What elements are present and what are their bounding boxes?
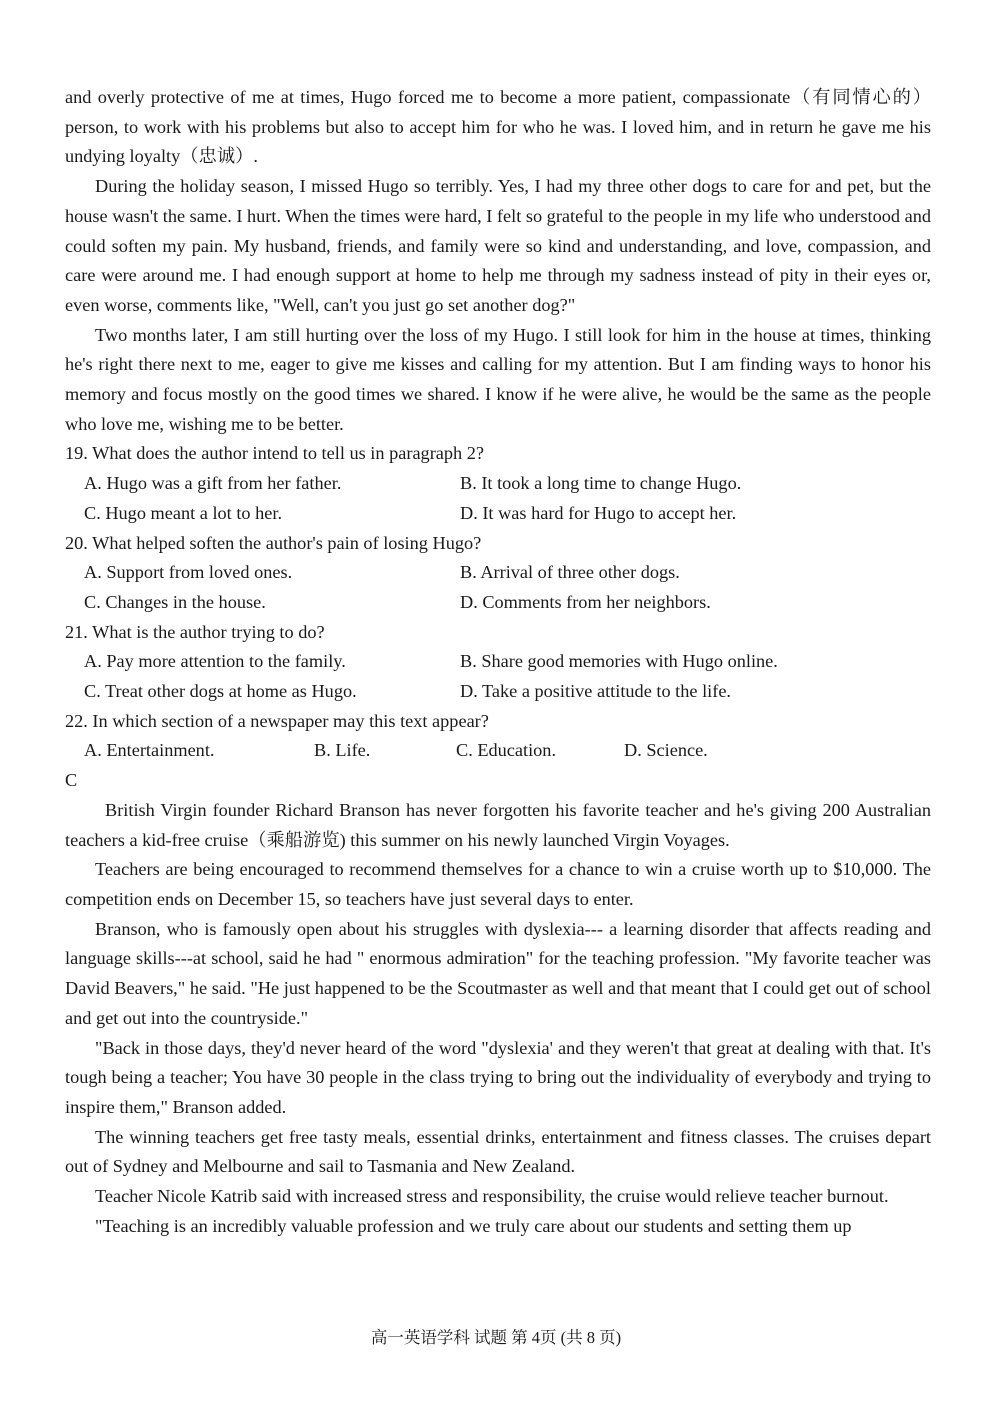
question-stem: 21. What is the author trying to do? xyxy=(65,621,325,642)
option-b: B. Share good memories with Hugo online. xyxy=(460,651,778,672)
paragraph-c-branson-intro: British Virgin founder Richard Branson has never forgotten his favorite teacher and he's giving 200 Australian teachers a kid-free cruise（乘船游览) this summer on his newly launched Virgin Voyages. xyxy=(65,799,931,850)
paragraph-b-two-months: Two months later, I am still hurting over the loss of my Hugo. I still look for him in the house at times, thinking he's right there next to me, eager to give me kisses and calling for my attention. But I am finding ways to honor his memory and focus mostly on the good times we shared. I know if he were alive, he would be the same as the people who love me, wishing me to be better. xyxy=(65,324,931,434)
option-b: B. It took a long time to change Hugo. xyxy=(460,473,742,494)
option-a: A. Hugo was a gift from her father. xyxy=(84,473,342,494)
paragraph-c-prizes: The winning teachers get free tasty meals, essential drinks, entertainment and fitness classes. The cruises depart out of Sydney and Melbourne and sail to Tasmania and New Zealand. xyxy=(65,1126,931,1177)
option-row xyxy=(65,736,931,766)
option-row xyxy=(65,558,931,588)
option-d: D. Comments from her neighbors. xyxy=(460,591,711,612)
question-19 xyxy=(65,439,931,528)
question-22 xyxy=(65,707,931,766)
option-row xyxy=(65,469,931,499)
option-d: D. Science. xyxy=(624,740,708,761)
option-c: C. Education. xyxy=(456,740,557,761)
paragraph-c-competition: Teachers are being encouraged to recommend themselves for a chance to win a cruise worth up to $10,000. The competition ends on December 15, so teachers have just several days to enter. xyxy=(65,859,931,909)
paragraph-c-back-then: "Back in those days, they'd never heard of the word "dyslexia' and they weren't that great at dealing with that. It's tough being a teacher; You have 30 people in the class trying to bring out the individuality of everybody and trying to inspire them," Branson added. xyxy=(65,1037,931,1117)
question-stem: 19. What does the author intend to tell us in paragraph 2? xyxy=(65,443,485,464)
question-stem: 22. In which section of a newspaper may this text appear? xyxy=(65,710,489,731)
option-c: C. Treat other dogs at home as Hugo. xyxy=(84,681,357,702)
paragraph-b-continued: and overly protective of me at times, Hugo forced me to become a more patient, compassionate（有同情心的）person, to work with his problems but also to accept him for who he was. I loved him, and in return he gave me his undying loyalty（忠诚）. xyxy=(65,87,931,167)
page-content xyxy=(65,83,931,1241)
option-row xyxy=(65,588,931,618)
option-c: C. Hugo meant a lot to her. xyxy=(84,502,283,523)
paragraph-b-holiday: During the holiday season, I missed Hugo so terribly. Yes, I had my three other dogs to care for and pet, but the house wasn't the same. I hurt. When the times were hard, I felt so grateful to the people in my life who understood and could soften my pain. My husband, friends, and family were so kind and understanding, and love, compassion, and care were around me. I had enough support at home to help me through my sadness instead of pity in their eyes or, even worse, comments like, "Well, can't you just go set another dog?" xyxy=(65,176,932,315)
question-21 xyxy=(65,618,931,707)
option-a: A. Support from loved ones. xyxy=(84,562,293,583)
paragraph-c-katrib: Teacher Nicole Katrib said with increased stress and responsibility, the cruise would relieve teacher burnout. xyxy=(95,1186,889,1207)
option-row xyxy=(65,647,931,677)
option-d: D. Take a positive attitude to the life. xyxy=(460,681,732,702)
option-a: A. Entertainment. xyxy=(84,740,215,761)
section-c-heading: C xyxy=(65,770,78,791)
option-c: C. Changes in the house. xyxy=(84,591,266,612)
option-row xyxy=(65,677,931,707)
option-b: B. Life. xyxy=(314,740,371,761)
question-stem: 20. What helped soften the author's pain of losing Hugo? xyxy=(65,532,482,553)
page-footer: 高一英语学科 试题 第 4页 (共 8 页) xyxy=(370,1328,622,1347)
paragraph-c-dyslexia: Branson, who is famously open about his struggles with dyslexia--- a learning disorder that affects reading and language skills---at school, said he had " enormous admiration" for the teaching profession. "My favorite teacher was David Beavers," he said. "He just happened to be the Scoutmaster as well and that meant that I could get out of school and get out into the countryside." xyxy=(65,918,931,1028)
option-d: D. It was hard for Hugo to accept her. xyxy=(460,502,737,523)
paragraph-c-valuable: "Teaching is an incredibly valuable profession and we truly care about our students and setting them up xyxy=(95,1215,852,1236)
question-20 xyxy=(65,529,931,618)
option-a: A. Pay more attention to the family. xyxy=(84,651,346,672)
option-b: B. Arrival of three other dogs. xyxy=(460,562,680,583)
option-row xyxy=(65,499,931,529)
